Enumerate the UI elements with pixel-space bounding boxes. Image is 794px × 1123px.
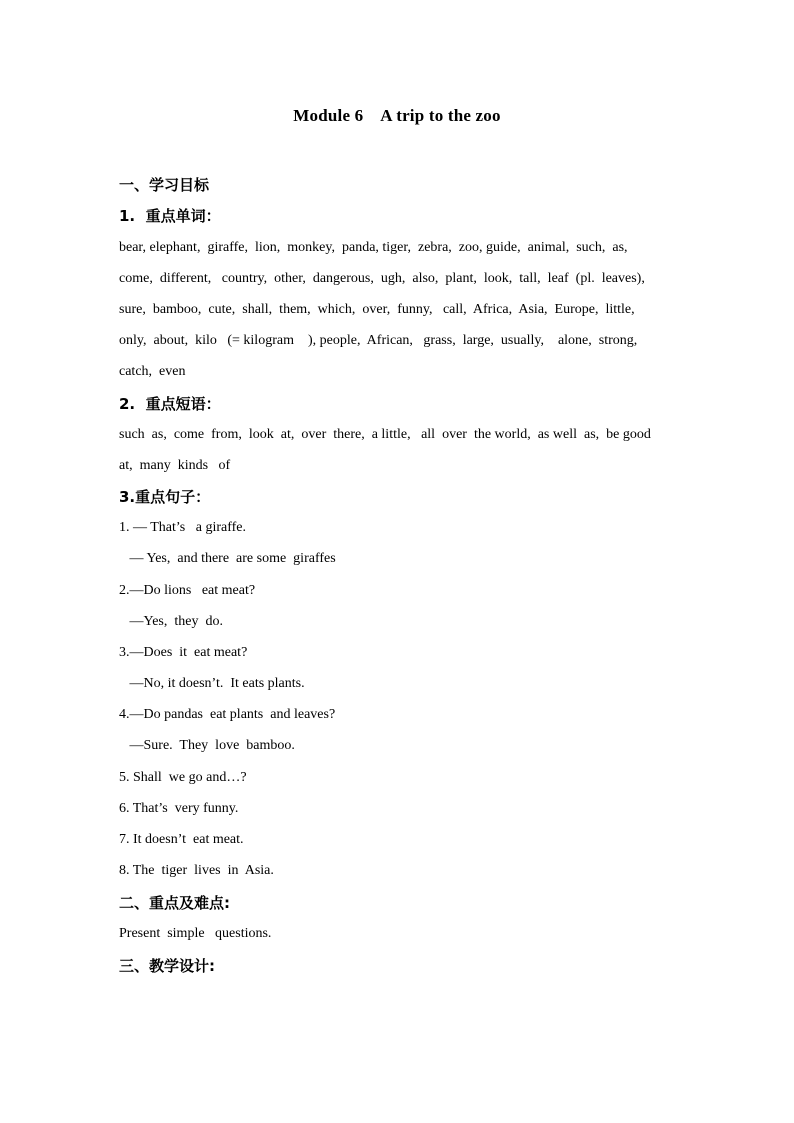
sentence-line: —Yes, they do. (119, 614, 223, 629)
sentence-line: 6. That’s very funny. (119, 801, 239, 816)
key-words-line: only, about, kilo (= kilogram ), people, African, grass, large, usually, alone, strong, (119, 333, 638, 348)
key-phrases-line: at, many kinds of (119, 458, 231, 473)
key-words-line: bear, elephant, giraffe, lion, monkey, panda, tiger, zebra, zoo, guide, animal, such, as, (119, 240, 628, 255)
sentence-line: 8. The tiger lives in Asia. (119, 863, 274, 878)
key-words-line: sure, bamboo, cute, shall, them, which, over, funny, call, Africa, Asia, Europe, little, (119, 302, 635, 317)
section-heading-teaching-design: 三、教学设计: (119, 957, 215, 975)
key-points-content: Present simple questions. (119, 926, 272, 941)
key-phrases-line: such as, come from, look at, over there, a little, all over the world, as well as, be good (119, 427, 651, 442)
sentence-line: 4.—Do pandas eat plants and leaves? (119, 707, 336, 722)
section-heading-objectives: 一、学习目标 (119, 176, 210, 194)
key-phrases-heading: 2. 重点短语： (119, 395, 221, 413)
sentence-line: 3.—Does it eat meat? (119, 645, 248, 660)
sentence-line: 5. Shall we go and…? (119, 770, 247, 785)
sentence-line: 7. It doesn’t eat meat. (119, 832, 244, 847)
sentence-line: — Yes, and there are some giraffes (119, 551, 336, 566)
section-heading-key-points: 二、重点及难点: (119, 894, 230, 912)
key-words-heading: 1. 重点单词： (119, 207, 221, 225)
page-title: Module 6 A trip to the zoo (293, 106, 501, 125)
key-words-line: come, different, country, other, dangerous, ugh, also, plant, look, tall, leaf (pl. leaves), (119, 271, 645, 286)
sentence-line: 1. — That’s a giraffe. (119, 520, 247, 535)
sentence-line: —Sure. They love bamboo. (119, 738, 295, 753)
sentence-line: —No, it doesn’t. It eats plants. (119, 676, 305, 691)
key-words-line: catch, even (119, 364, 186, 379)
sentence-line: 2.—Do lions eat meat? (119, 583, 256, 598)
key-sentences-heading: 3.重点句子： (119, 488, 211, 506)
